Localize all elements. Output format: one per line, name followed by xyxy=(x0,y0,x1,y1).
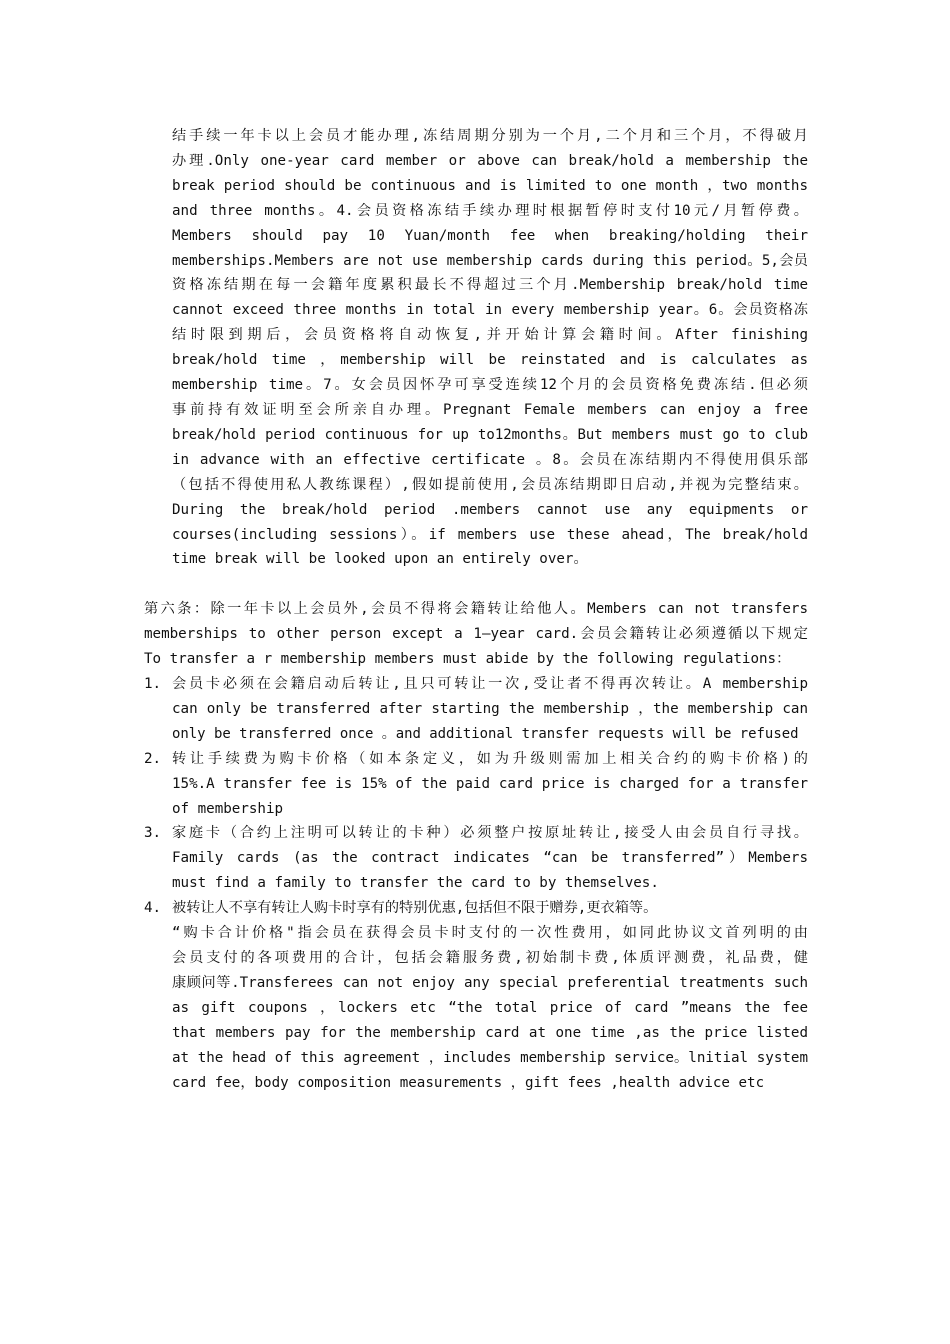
text-line: 资格冻结期在每一会籍年度累积最长不得超过三个月.Membership break/hold time xyxy=(172,277,808,294)
text-line: Family cards (as the contract indicates “can be transferred”）Members xyxy=(172,850,808,867)
text-line: 会员支付的各项费用的合计，包括会籍服务费,初始制卡费,体质评测费，礼品费，健 xyxy=(172,949,808,966)
list-number: 1. xyxy=(144,676,162,692)
transfer-rules-list xyxy=(144,672,808,1095)
text-line: courses(including sessions）。if members use these ahead，The break/hold xyxy=(172,526,808,543)
text-line: 转让手续费为购卡价格（如本条定义，如为升级则需加上相关合约的购卡价格)的 xyxy=(172,750,808,767)
list-item xyxy=(144,747,808,822)
list-item xyxy=(144,821,808,896)
text-line: 会员卡必须在会籍启动后转让,且只可转让一次,受让者不得再次转让。A membership xyxy=(172,676,808,692)
list-number: 2. xyxy=(144,750,162,767)
text-line: 家庭卡（合约上注明可以转让的卡种）必须整户按原址转让,接受人由会员自行寻找。 xyxy=(172,825,808,842)
text-line: break period should be continuous and is limited to one month ，two months xyxy=(172,177,808,194)
text-line: cannot exceed three months in total in every membership year。6。会员资格冻 xyxy=(172,302,808,319)
list-number: 4. xyxy=(144,900,162,917)
list-item xyxy=(144,672,808,747)
text-line: To transfer a r membership members must abide by the following regulations： xyxy=(144,650,791,667)
text-line: card fee，body composition measurements ，gift fees ,health advice etc xyxy=(172,1074,765,1091)
text-line: only be transferred once 。and additional transfer requests will be refused xyxy=(172,725,799,742)
list-number: 3. xyxy=(144,825,162,842)
text-line: 被转让人不享有转让人购卡时享有的特别优惠,包括但不限于赠券,更衣箱等。 xyxy=(172,900,658,917)
text-line: Members should pay 10 Yuan/month fee when breaking/holding their xyxy=(172,227,808,244)
text-line: 结手续一年卡以上会员才能办理,冻结周期分别为一个月,二个月和三个月，不得破月 xyxy=(172,128,808,144)
text-line: of membership xyxy=(172,800,284,817)
list-item xyxy=(144,896,808,1095)
text-line: （包括不得使用私人教练课程）,假如提前使用,会员冻结期即日启动,并视为完整结束。 xyxy=(172,476,808,493)
text-line: and three months。4.会员资格冻结手续办理时根据暂停时支付10元/月暂停费。 xyxy=(172,202,808,219)
text-line: 结时限到期后，会员资格将自动恢复,并开始计算会籍时间。After finishing xyxy=(172,327,808,344)
text-line: 办理.Only one-year card member or above can break/hold a membership the xyxy=(172,152,808,169)
text-line: During the break/hold period .members cannot use any equipments or xyxy=(172,501,808,518)
text-line: “购卡合计价格"指会员在获得会员卡时支付的一次性费用，如同此协议文首列明的由 xyxy=(172,925,808,942)
text-line: at the head of this agreement ，includes membership service。lnitial system xyxy=(172,1049,808,1066)
freeze-rules-continuation xyxy=(172,124,808,572)
text-line: must find a family to transfer the card to by themselves. xyxy=(172,875,659,892)
text-line: in advance with an effective certificate 。8。会员在冻结期内不得使用俱乐部 xyxy=(172,451,808,468)
text-line: memberships.Members are not use membership cards during this period。5,会员 xyxy=(172,252,808,269)
article-six-intro xyxy=(144,597,808,672)
text-line: membership time。7。女会员因怀孕可享受连续12个月的会员资格免费冻结.但必须 xyxy=(172,377,808,394)
text-line: 15%.A transfer fee is 15% of the paid card price is charged for a transfer xyxy=(172,775,808,792)
text-line: as gift coupons ，lockers etc “the total price of card ”means the fee xyxy=(172,999,808,1016)
text-line: memberships to other person except a 1—year card.会员会籍转让必须遵循以下规定 xyxy=(144,625,808,642)
text-line: break/hold period continuous for up to12months。But members must go to club xyxy=(172,426,808,443)
article-heading-line: 第六条：除一年卡以上会员外,会员不得将会籍转让给他人。Members can not transfers xyxy=(144,601,808,617)
text-line: that members pay for the membership card at one time ,as the price listed xyxy=(172,1024,808,1041)
text-line: can only be transferred after starting the membership ，the membership can xyxy=(172,700,808,717)
text-line: break/hold time ，membership will be reinstated and is calculates as xyxy=(172,352,808,369)
text-line: 事前持有效证明至会所亲自办理。Pregnant Female members can enjoy a free xyxy=(172,401,808,418)
text-line: time break will be looked upon an entirely over。 xyxy=(172,551,588,568)
text-line: 康顾问等.Transferees can not enjoy any special preferential treatments such xyxy=(172,974,808,991)
